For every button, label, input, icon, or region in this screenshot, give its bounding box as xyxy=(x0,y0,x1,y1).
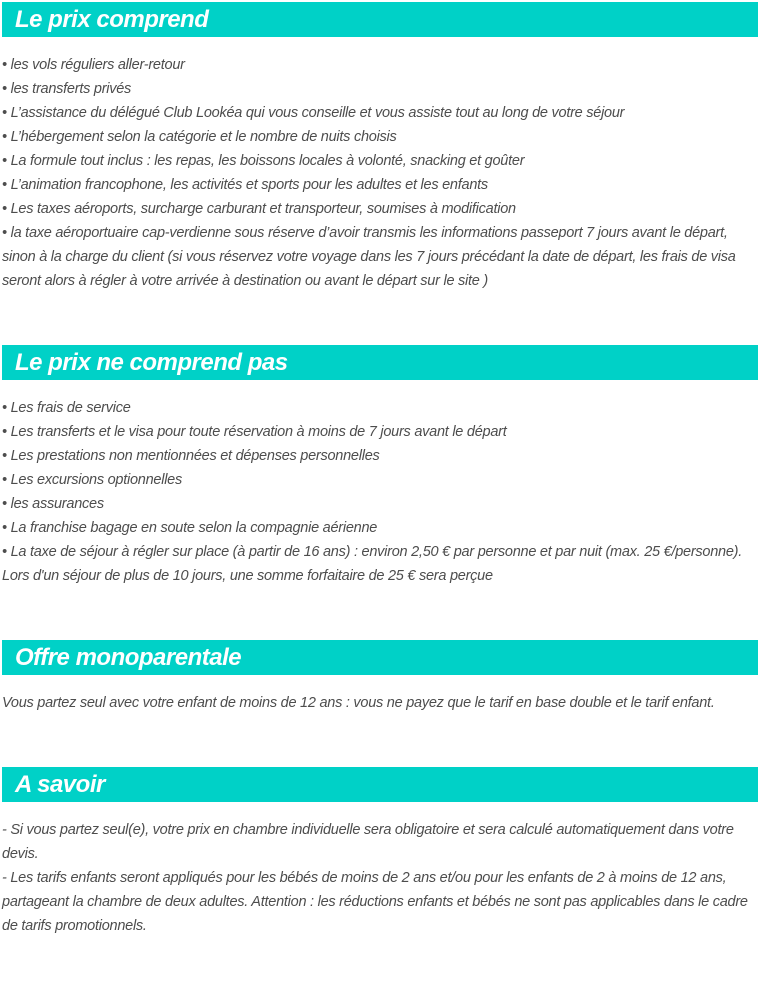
section-title-single-parent-offer: Offre monoparentale xyxy=(2,640,758,675)
section-title-good-to-know: A savoir xyxy=(2,767,758,802)
section-content xyxy=(0,675,758,715)
section-title-price-excludes: Le prix ne comprend pas xyxy=(2,345,758,380)
bullet-item: • L’hébergement selon la catégorie et le nombre de nuits choisis xyxy=(2,129,397,145)
bullet-item: • les vols réguliers aller-retour xyxy=(2,57,185,73)
section-good-to-know xyxy=(0,767,758,938)
bullet-item: • Les transferts et le visa pour toute réservation à moins de 7 jours avant le départ xyxy=(2,424,507,440)
section-price-excludes xyxy=(0,345,758,588)
section-title-price-includes: Le prix comprend xyxy=(2,2,758,37)
paragraph: - Les tarifs enfants seront appliqués pour les bébés de moins de 2 ans et/ou pour les enfants de 2 à moins de 12 ans, partageant la chambre de deux adultes. Attention : les réductions enfants et bébés ne sont pas applicables dans le cadre de tarifs promotionnels. xyxy=(2,870,748,934)
bullet-item: • les assurances xyxy=(2,496,104,512)
bullet-item: • Les prestations non mentionnées et dépenses personnelles xyxy=(2,448,380,464)
paragraph: Vous partez seul avec votre enfant de moins de 12 ans : vous ne payez que le tarif en base double et le tarif enfant. xyxy=(2,695,715,711)
paragraph: - Si vous partez seul(e), votre prix en chambre individuelle sera obligatoire et sera calculé automatiquement dans votre devis. xyxy=(2,822,734,862)
bullet-item: • la taxe aéroportuaire cap-verdienne sous réserve d’avoir transmis les informations passeport 7 jours avant le départ, sinon à la charge du client (si vous réservez votre voyage dans les 7 jours précédant la date de départ, les frais de visa seront alors à régler à votre arrivée à destination ou avant le départ sur le site ) xyxy=(2,225,736,289)
bullet-item: • La franchise bagage en soute selon la compagnie aérienne xyxy=(2,520,378,536)
bullet-item: • Les taxes aéroports, surcharge carburant et transporteur, soumises à modification xyxy=(2,201,516,217)
bullet-item: • L’animation francophone, les activités et sports pour les adultes et les enfants xyxy=(2,177,488,193)
bullet-item: • Les excursions optionnelles xyxy=(2,472,182,488)
section-content xyxy=(0,802,758,938)
section-single-parent-offer xyxy=(0,640,758,715)
bullet-item: • Les frais de service xyxy=(2,400,131,416)
bullet-item: • La formule tout inclus : les repas, les boissons locales à volonté, snacking et goûter xyxy=(2,153,525,169)
section-content xyxy=(0,37,758,293)
section-content xyxy=(0,380,758,588)
section-price-includes xyxy=(0,2,758,293)
bullet-item: • L’assistance du délégué Club Lookéa qui vous conseille et vous assiste tout au long de votre séjour xyxy=(2,105,625,121)
bullet-item: • La taxe de séjour à régler sur place (à partir de 16 ans) : environ 2,50 € par personne et par nuit (max. 25 €/personne). Lors d'un séjour de plus de 10 jours, une somme forfaitaire de 25 € sera perçue xyxy=(2,544,743,584)
bullet-item: • les transferts privés xyxy=(2,81,132,97)
